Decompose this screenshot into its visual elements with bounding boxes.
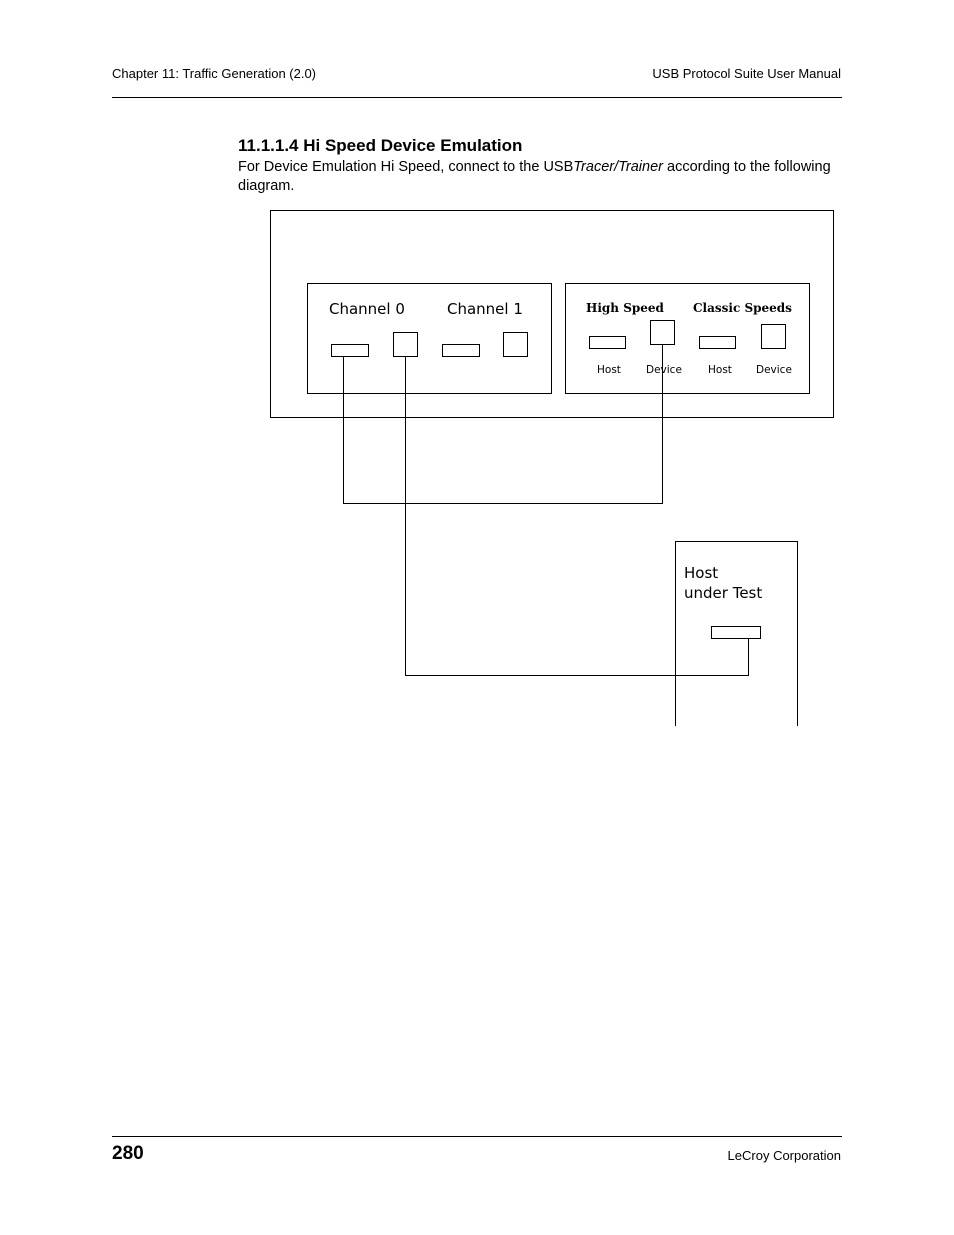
footer-rule [112,1136,842,1137]
host-under-test-label-line1: Host [684,564,719,582]
intro-text-end: according to the following diagram. [238,159,831,194]
classic-speeds-label: Classic Speeds [693,301,792,315]
page-number: 280 [112,1143,144,1164]
cs-device-label: Device [756,364,792,376]
high-speed-device-port [651,321,675,345]
high-speed-host-port [590,337,626,349]
hs-host-label: Host [597,364,621,376]
intro-product-name: Tracer/Trainer [573,159,663,175]
section-title: 11.1.1.4 Hi Speed Device Emulation [238,136,523,155]
channel0-type-b-port [394,333,418,357]
host-under-test-port [712,627,761,639]
emulation-panel [566,284,810,394]
channel1-type-b-port [504,333,528,357]
classic-speed-device-port [762,325,786,349]
channel1-label: Channel 1 [447,300,523,318]
manual-title-header: USB Protocol Suite User Manual [652,66,841,81]
channel1-type-a-port [443,345,480,357]
chapter-header: Chapter 11: Traffic Generation (2.0) [112,66,317,81]
host-under-test-label-line2: under Test [684,584,763,602]
hs-device-label: Device [646,364,682,376]
channel0-label: Channel 0 [329,300,405,318]
classic-speed-host-port [700,337,736,349]
channel0-type-a-port [332,345,369,357]
cable-channel0-to-host-under-test [406,357,749,676]
high-speed-label: High Speed [586,301,664,315]
cs-host-label: Host [708,364,732,376]
intro-text-start: For Device Emulation Hi Speed, connect to the USB [238,159,574,175]
company-footer: LeCroy Corporation [727,1148,841,1163]
